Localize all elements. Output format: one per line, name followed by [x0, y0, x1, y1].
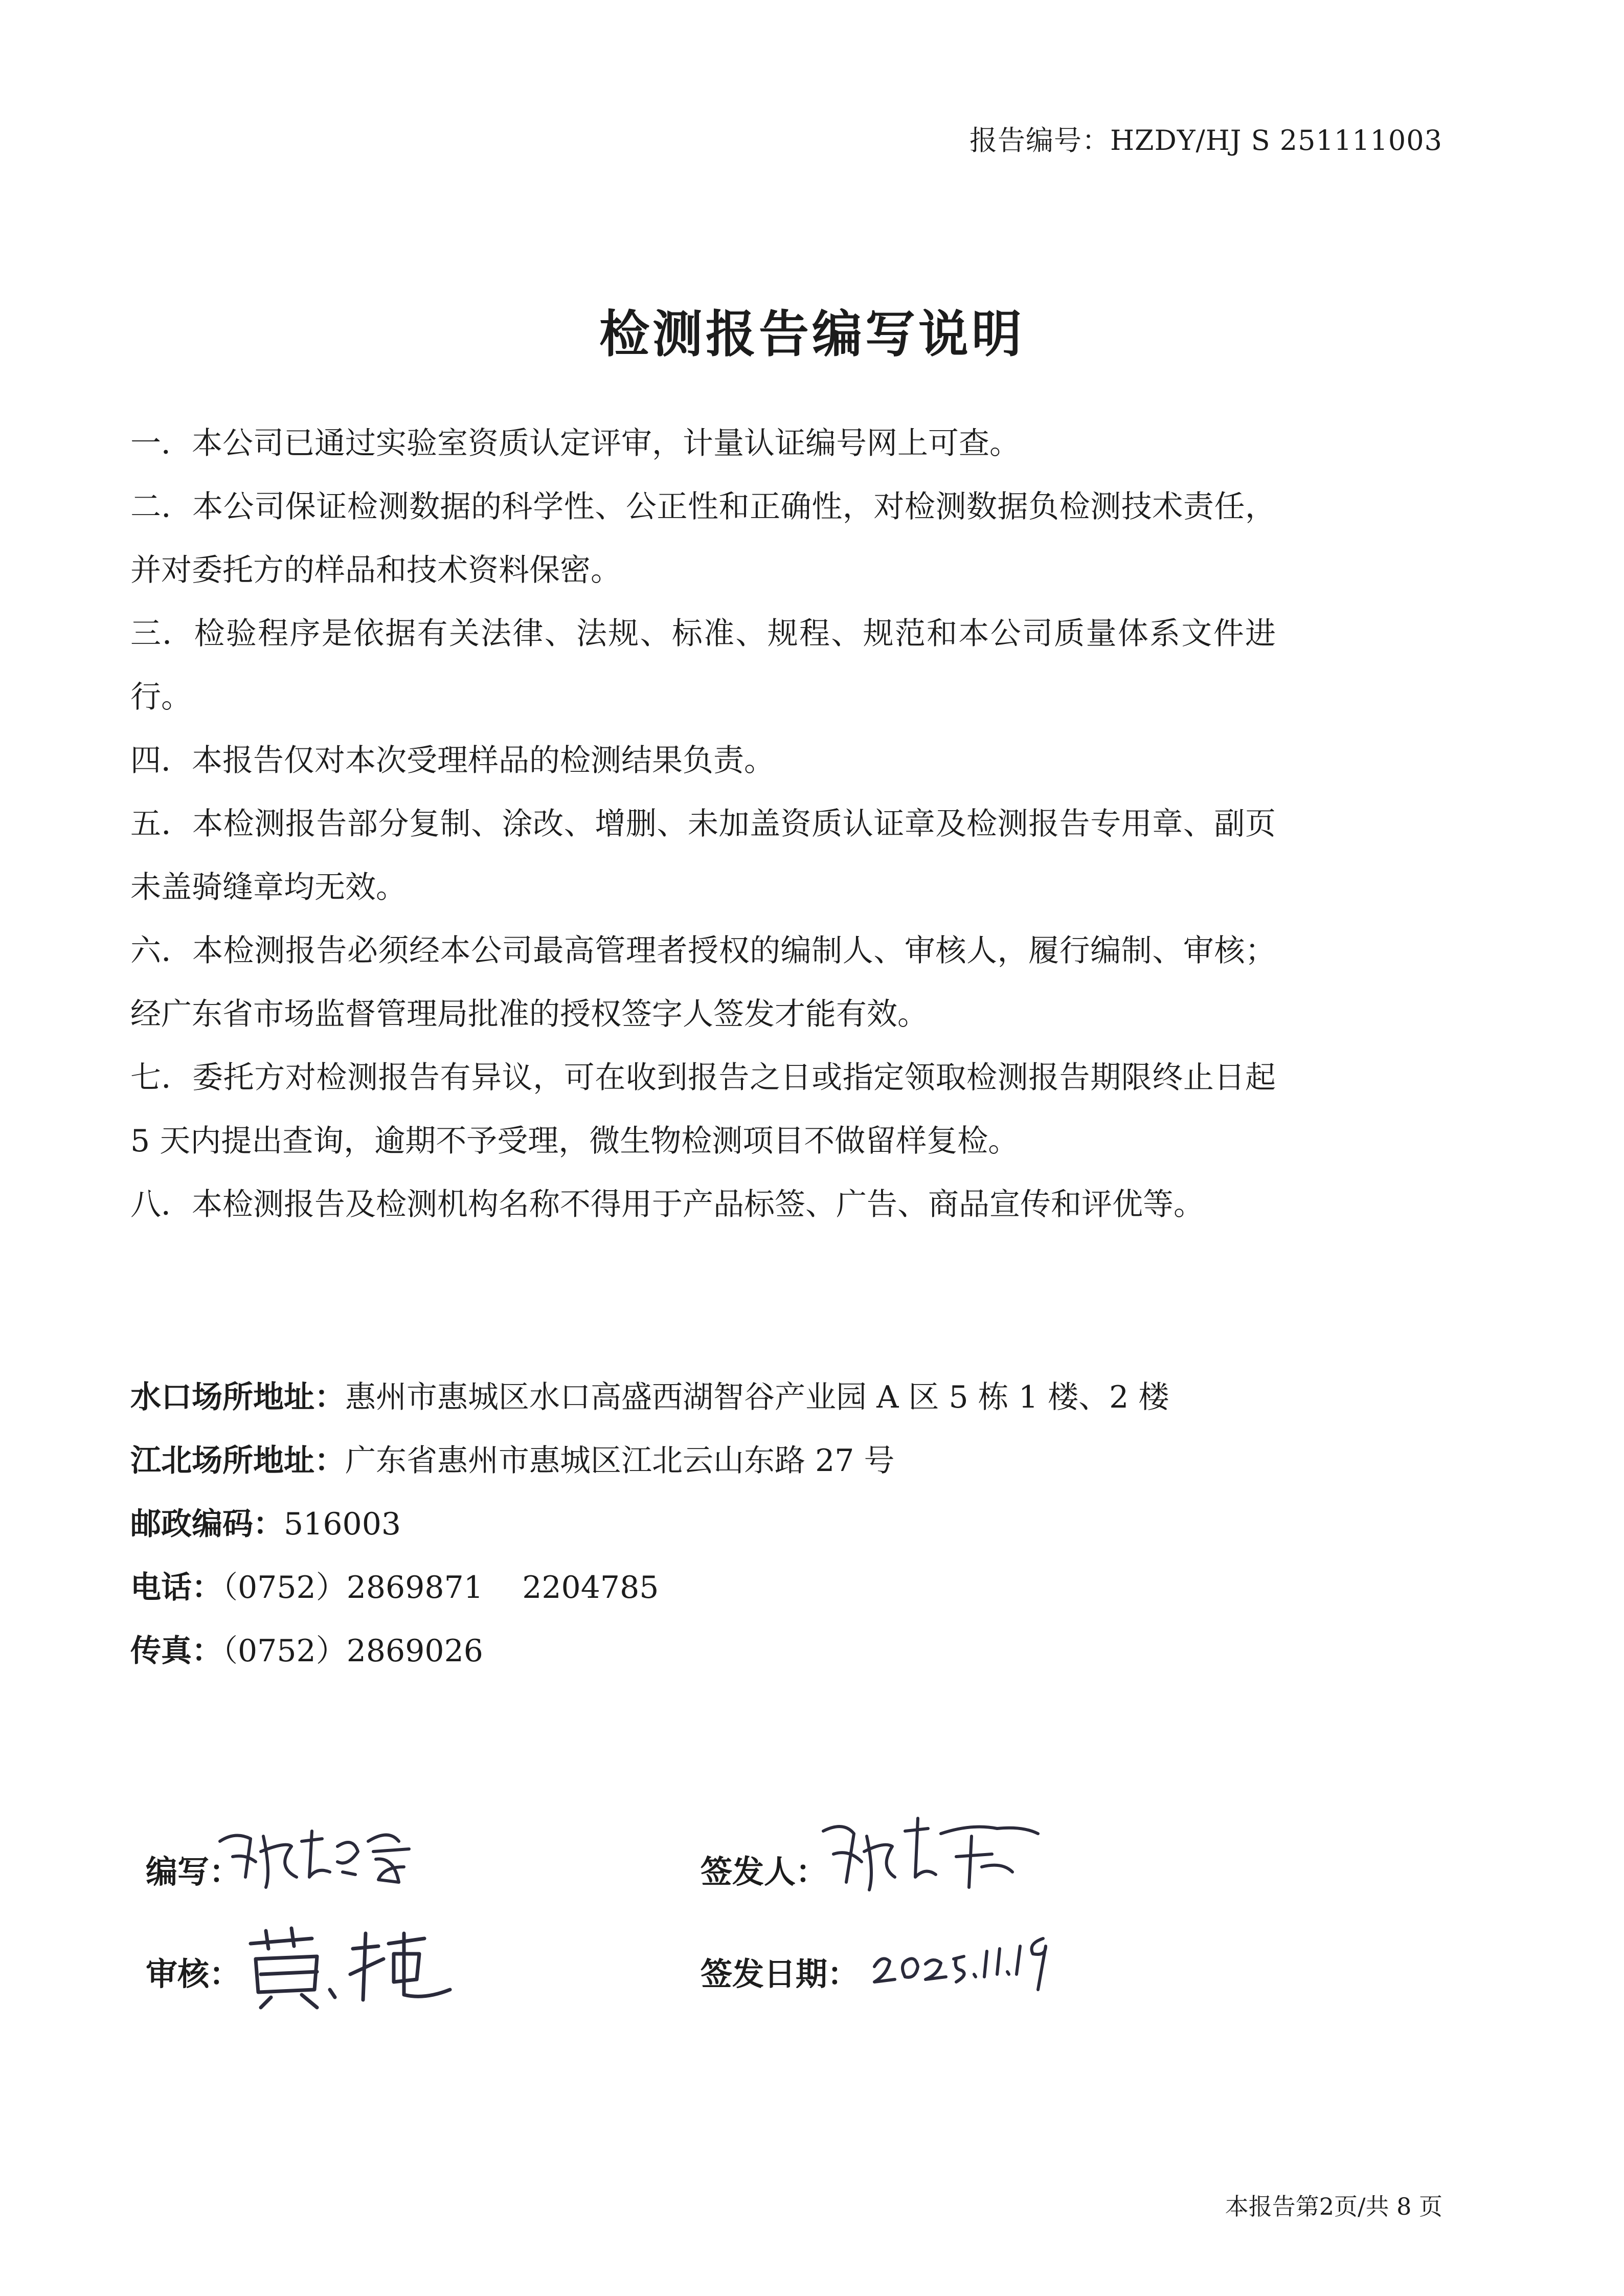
shuikou-address-label: 水口场所地址： — [130, 1379, 345, 1415]
shuikou-address-value: 惠州市惠城区水口高盛西湖智谷产业园 A 区 5 栋 1 楼、2 楼 — [345, 1379, 1169, 1415]
clause-item: 七．委托方对检测报告有异议，可在收到报告之日或指定领取检测报告期限终止日起 5 天内提出查询，逾期不予受理，微生物检测项目不做留样复检。 — [130, 1060, 1276, 1159]
clause-list — [130, 412, 1276, 1236]
phone-value: （0752）2869871 2204785 — [222, 1570, 659, 1606]
clause-item: 五．本检测报告部分复制、涂改、增删、未加盖资质认证章及检测报告专用章、副页未盖骑缝章均无效。 — [130, 806, 1276, 905]
compiler-signature — [215, 1811, 440, 1898]
clause-item: 八．本检测报告及检测机构名称不得用于产品标签、广告、商品宣传和评优等。 — [130, 1187, 1204, 1222]
handwritten-issue-date — [869, 1903, 1084, 1995]
jiangbei-address-value: 广东省惠州市惠城区江北云山东路 27 号 — [345, 1443, 895, 1479]
phone-label: 电话： — [130, 1570, 222, 1606]
jiangbei-address-label: 江北场所地址： — [130, 1443, 345, 1479]
page-info: 本报告第2页/共 8 页 — [1225, 2193, 1442, 2220]
compiler-label: 编写： — [146, 1853, 241, 1890]
fax-row — [130, 1619, 1460, 1683]
fax-value: （0752）2869026 — [222, 1633, 483, 1669]
issue-date-label: 签发日期： — [701, 1955, 860, 1993]
clause-item: 二．本公司保证检测数据的科学性、公正性和正确性，对检测数据负检测技术责任，并对委托方的样品和技术资料保密。 — [130, 489, 1276, 588]
issuer-label: 签发人： — [701, 1853, 828, 1890]
postcode-row — [130, 1492, 1460, 1556]
issuer-signature — [818, 1805, 1043, 1898]
reviewer-signature — [240, 1913, 465, 2010]
clause-item: 一．本公司已通过实验室资质认定评审，计量认证编号网上可查。 — [130, 426, 1020, 461]
postcode-label: 邮政编码： — [130, 1506, 284, 1542]
clause-item: 六．本检测报告必须经本公司最高管理者授权的编制人、审核人，履行编制、审核；经广东省市场监督管理局批准的授权签字人签发才能有效。 — [130, 933, 1276, 1032]
page-title: 检测报告编写说明 — [599, 305, 1025, 364]
contact-block — [130, 1366, 1460, 1683]
postcode-value: 516003 — [284, 1506, 401, 1542]
clause-item: 三．检验程序是依据有关法律、法规、标准、规程、规范和本公司质量体系文件进行。 — [130, 616, 1276, 715]
phone-row — [130, 1556, 1460, 1619]
jiangbei-address-row — [130, 1429, 1460, 1492]
fax-label: 传真： — [130, 1633, 222, 1669]
report-number: 报告编号：HZDY/HJ S 251111003 — [969, 124, 1442, 157]
clause-item: 四．本报告仅对本次受理样品的检测结果负责。 — [130, 743, 775, 778]
shuikou-address-row — [130, 1366, 1460, 1429]
reviewer-label: 审核： — [146, 1955, 241, 1993]
